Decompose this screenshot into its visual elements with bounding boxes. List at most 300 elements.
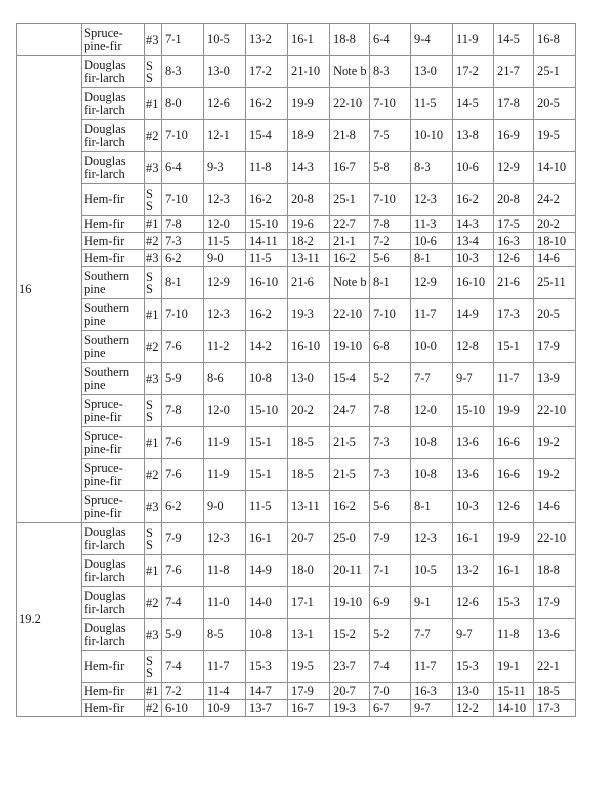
span-cell: 18-8 [534,555,576,587]
span-cell: 14-3 [288,152,330,184]
span-cell: 18-9 [288,120,330,152]
span-cell: 21-1 [330,233,370,250]
span-cell: 16-9 [494,120,534,152]
span-cell: 13-6 [453,459,494,491]
span-cell: 11-8 [246,152,288,184]
span-cell: 17-3 [534,700,576,717]
span-cell: 13-4 [453,233,494,250]
span-cell: 7-0 [370,683,411,700]
table-row [17,152,576,184]
grade-cell: #2 [145,120,162,152]
span-cell: 19-2 [534,427,576,459]
span-cell: 20-7 [288,523,330,555]
span-cell: 19-6 [288,216,330,233]
span-cell: 12-0 [411,395,453,427]
span-cell: 9-4 [411,24,453,56]
table-row [17,523,576,555]
span-cell: 16-10 [453,267,494,299]
span-cell: 12-0 [204,216,246,233]
span-cell: 6-4 [370,24,411,56]
span-cell: 7-1 [162,24,204,56]
span-cell: 6-7 [370,700,411,717]
span-cell: 14-3 [453,216,494,233]
span-cell: 19-3 [330,700,370,717]
span-cell: 7-1 [370,555,411,587]
span-cell: 5-6 [370,250,411,267]
span-cell: 9-7 [453,363,494,395]
table-row [17,555,576,587]
span-cell: 13-8 [453,120,494,152]
span-cell: 14-10 [534,152,576,184]
span-cell: 7-6 [162,331,204,363]
span-cell: 22-1 [534,651,576,683]
span-cell: 19-1 [494,651,534,683]
species-cell: Hem-fir [82,216,145,233]
span-cell: 16-3 [494,233,534,250]
span-cell: 14-5 [453,88,494,120]
species-cell: Spruce-pine-fir [82,427,145,459]
span-cell: 19-9 [494,523,534,555]
table-row [17,120,576,152]
span-cell: 16-8 [534,24,576,56]
species-cell: Southern pine [82,331,145,363]
span-cell: 21-6 [494,267,534,299]
span-cell: 18-0 [288,555,330,587]
span-cell: 5-2 [370,363,411,395]
span-cell: 18-8 [330,24,370,56]
span-cell: 25-1 [534,56,576,88]
span-cell: 15-2 [330,619,370,651]
span-cell: 22-10 [534,395,576,427]
span-cell: 17-2 [246,56,288,88]
grade-cell: #1 [145,555,162,587]
span-cell: 17-9 [534,587,576,619]
span-cell: 7-3 [370,459,411,491]
span-cell: Note b [330,267,370,299]
span-cell: 7-10 [162,120,204,152]
span-cell: 13-0 [288,363,330,395]
span-cell: 15-3 [494,587,534,619]
table-row [17,427,576,459]
span-cell: 13-0 [411,56,453,88]
span-cell: 19-2 [534,459,576,491]
span-cell: 21-5 [330,459,370,491]
species-cell: Hem-fir [82,651,145,683]
span-cell: 10-0 [411,331,453,363]
span-cell: 11-8 [204,555,246,587]
span-cell: 8-3 [162,56,204,88]
span-cell: 16-1 [288,24,330,56]
span-cell: 18-5 [534,683,576,700]
span-cell: 12-2 [453,700,494,717]
span-cell: 10-10 [411,120,453,152]
span-cell: 12-6 [453,587,494,619]
grade-cell: S S [145,184,162,216]
span-cell: 8-3 [411,152,453,184]
species-cell: Douglas fir-larch [82,555,145,587]
span-cell: 14-11 [246,233,288,250]
span-cell: 19-5 [288,651,330,683]
table-row [17,587,576,619]
span-cell: 16-10 [288,331,330,363]
span-cell: 8-0 [162,88,204,120]
grade-cell: #1 [145,427,162,459]
span-cell: 10-6 [411,233,453,250]
span-cell: 7-4 [370,651,411,683]
span-cell: 13-7 [246,700,288,717]
span-cell: 22-7 [330,216,370,233]
span-cell: 9-7 [411,700,453,717]
span-cell: 16-6 [494,459,534,491]
species-cell: Douglas fir-larch [82,619,145,651]
span-cell: 7-7 [411,363,453,395]
span-cell: 15-4 [246,120,288,152]
grade-cell: #3 [145,619,162,651]
span-cell: 13-9 [534,363,576,395]
span-cell: 12-3 [204,523,246,555]
span-cell: 9-0 [204,250,246,267]
spacing-cell: 16 [17,56,82,523]
span-cell: 15-3 [453,651,494,683]
species-cell: Hem-fir [82,184,145,216]
span-cell: 14-10 [494,700,534,717]
span-cell: 18-5 [288,427,330,459]
species-cell: Southern pine [82,363,145,395]
span-cell: 6-10 [162,700,204,717]
span-cell: 7-9 [162,523,204,555]
grade-cell: #2 [145,459,162,491]
species-cell: Hem-fir [82,250,145,267]
span-cell: 5-2 [370,619,411,651]
table-row [17,651,576,683]
span-cell: 20-8 [494,184,534,216]
span-cell: 17-3 [494,299,534,331]
span-cell: 7-8 [162,216,204,233]
span-cell: 22-10 [330,299,370,331]
grade-cell: #2 [145,331,162,363]
span-cell: 19-9 [288,88,330,120]
span-cell: 7-7 [411,619,453,651]
span-cell: 14-9 [453,299,494,331]
span-cell: 7-5 [370,120,411,152]
span-cell: 11-5 [246,250,288,267]
span-cell: 12-3 [411,184,453,216]
span-cell: 7-6 [162,459,204,491]
span-cell: 11-7 [494,363,534,395]
span-cell: 11-0 [204,587,246,619]
table-row [17,619,576,651]
span-cell: 16-2 [246,88,288,120]
span-cell: 17-2 [453,56,494,88]
span-cell: 17-9 [288,683,330,700]
grade-cell: S S [145,56,162,88]
table-row [17,395,576,427]
span-cell: 15-1 [494,331,534,363]
table-row [17,491,576,523]
span-cell: 16-7 [330,152,370,184]
span-cell: 20-5 [534,88,576,120]
table-row [17,233,576,250]
span-cell: Note b [330,56,370,88]
span-cell: 22-10 [330,88,370,120]
span-cell: 11-9 [204,459,246,491]
species-cell: Douglas fir-larch [82,587,145,619]
span-cell: 12-9 [411,267,453,299]
species-cell: Hem-fir [82,700,145,717]
table-row [17,299,576,331]
species-cell: Southern pine [82,267,145,299]
span-cell: 7-8 [162,395,204,427]
span-cell: 13-6 [534,619,576,651]
span-cell: 7-2 [370,233,411,250]
span-table-container [16,23,576,717]
span-cell: 15-1 [246,459,288,491]
span-cell: 7-10 [162,184,204,216]
span-cell: 16-7 [288,700,330,717]
table-row [17,700,576,717]
span-cell: 25-11 [534,267,576,299]
spacing-cell [17,24,82,56]
span-cell: 19-10 [330,331,370,363]
span-cell: 10-9 [204,700,246,717]
span-cell: 12-3 [204,299,246,331]
table-row [17,250,576,267]
span-cell: 8-1 [411,491,453,523]
span-cell: 6-2 [162,250,204,267]
span-cell: 7-10 [370,299,411,331]
span-table [16,23,576,717]
span-cell: 11-7 [411,299,453,331]
span-cell: 17-5 [494,216,534,233]
span-cell: 21-6 [288,267,330,299]
span-cell: 11-7 [204,651,246,683]
span-cell: 10-3 [453,250,494,267]
span-cell: 7-9 [370,523,411,555]
span-cell: 7-8 [370,216,411,233]
span-cell: 16-10 [246,267,288,299]
span-cell: 19-10 [330,587,370,619]
span-cell: 12-6 [204,88,246,120]
grade-cell: #3 [145,363,162,395]
span-cell: 11-5 [246,491,288,523]
span-cell: 18-2 [288,233,330,250]
span-cell: 11-9 [453,24,494,56]
span-cell: 25-1 [330,184,370,216]
span-cell: 21-7 [494,56,534,88]
span-cell: 5-8 [370,152,411,184]
span-cell: 15-4 [330,363,370,395]
grade-cell: S S [145,523,162,555]
span-cell: 12-8 [453,331,494,363]
species-cell: Douglas fir-larch [82,152,145,184]
span-cell: 20-2 [534,216,576,233]
species-cell: Douglas fir-larch [82,120,145,152]
grade-cell: #1 [145,216,162,233]
span-cell: 10-8 [411,427,453,459]
span-cell: 9-1 [411,587,453,619]
span-cell: 11-7 [411,651,453,683]
span-cell: 10-3 [453,491,494,523]
span-cell: 19-9 [494,395,534,427]
span-cell: 8-1 [411,250,453,267]
span-cell: 11-3 [411,216,453,233]
table-row [17,24,576,56]
span-cell: 20-5 [534,299,576,331]
span-cell: 15-3 [246,651,288,683]
span-cell: 10-8 [246,363,288,395]
span-cell: 17-8 [494,88,534,120]
table-row [17,267,576,299]
span-cell: 9-0 [204,491,246,523]
species-cell: Hem-fir [82,233,145,250]
span-cell: 12-6 [494,491,534,523]
span-cell: 9-3 [204,152,246,184]
span-cell: 11-5 [411,88,453,120]
span-cell: 14-9 [246,555,288,587]
span-cell: 16-2 [246,184,288,216]
span-cell: 14-7 [246,683,288,700]
table-row [17,56,576,88]
span-cell: 13-0 [204,56,246,88]
span-cell: 21-10 [288,56,330,88]
span-cell: 21-5 [330,427,370,459]
span-cell: 7-10 [162,299,204,331]
grade-cell: #1 [145,88,162,120]
span-cell: 25-0 [330,523,370,555]
span-cell: 12-1 [204,120,246,152]
table-row [17,363,576,395]
span-cell: 10-8 [411,459,453,491]
spacing-cell: 19.2 [17,523,82,717]
span-cell: 15-10 [246,395,288,427]
span-cell: 7-8 [370,395,411,427]
span-cell: 7-6 [162,427,204,459]
span-cell: 10-8 [246,619,288,651]
table-row [17,459,576,491]
span-cell: 13-2 [246,24,288,56]
span-cell: 16-2 [330,250,370,267]
species-cell: Douglas fir-larch [82,88,145,120]
span-cell: 11-8 [494,619,534,651]
span-cell: 10-5 [204,24,246,56]
span-cell: 14-6 [534,250,576,267]
span-cell: 13-0 [453,683,494,700]
span-cell: 24-2 [534,184,576,216]
span-cell: 15-10 [246,216,288,233]
span-cell: 16-2 [453,184,494,216]
span-cell: 12-6 [494,250,534,267]
species-cell: Southern pine [82,299,145,331]
span-cell: 7-10 [370,184,411,216]
span-cell: 15-1 [246,427,288,459]
span-cell: 15-11 [494,683,534,700]
grade-cell: #2 [145,700,162,717]
grade-cell: #3 [145,24,162,56]
grade-cell: #2 [145,587,162,619]
grade-cell: S S [145,651,162,683]
table-row [17,88,576,120]
grade-cell: #2 [145,233,162,250]
span-cell: 11-9 [204,427,246,459]
span-cell: 17-9 [534,331,576,363]
span-cell: 7-4 [162,651,204,683]
span-cell: 11-5 [204,233,246,250]
span-cell: 24-7 [330,395,370,427]
species-cell: Hem-fir [82,683,145,700]
span-cell: 14-6 [534,491,576,523]
span-cell: 13-11 [288,491,330,523]
span-cell: 16-1 [453,523,494,555]
span-cell: 8-3 [370,56,411,88]
span-cell: 7-10 [370,88,411,120]
grade-cell: #3 [145,152,162,184]
span-cell: 12-9 [494,152,534,184]
span-cell: 23-7 [330,651,370,683]
table-row [17,331,576,363]
span-cell: 19-5 [534,120,576,152]
span-cell: 16-6 [494,427,534,459]
table-row [17,184,576,216]
span-cell: 7-4 [162,587,204,619]
span-cell: 10-5 [411,555,453,587]
span-cell: 18-10 [534,233,576,250]
species-cell: Spruce-pine-fir [82,459,145,491]
span-cell: 20-2 [288,395,330,427]
species-cell: Spruce-pine-fir [82,395,145,427]
table-row [17,683,576,700]
span-cell: 13-2 [453,555,494,587]
span-cell: 6-8 [370,331,411,363]
span-cell: 12-9 [204,267,246,299]
grade-cell: S S [145,395,162,427]
span-cell: 10-6 [453,152,494,184]
span-cell: 5-9 [162,619,204,651]
grade-cell: #3 [145,491,162,523]
grade-cell: #1 [145,299,162,331]
span-cell: 7-2 [162,683,204,700]
span-cell: 7-3 [370,427,411,459]
span-cell: 16-2 [330,491,370,523]
span-cell: 7-6 [162,555,204,587]
span-cell: 12-0 [204,395,246,427]
span-cell: 11-4 [204,683,246,700]
species-cell: Spruce-pine-fir [82,491,145,523]
span-cell: 16-1 [246,523,288,555]
span-cell: 8-1 [162,267,204,299]
span-cell: 16-1 [494,555,534,587]
span-cell: 7-3 [162,233,204,250]
span-cell: 14-5 [494,24,534,56]
span-cell: 8-1 [370,267,411,299]
span-cell: 5-9 [162,363,204,395]
species-cell: Douglas fir-larch [82,56,145,88]
grade-cell: #1 [145,683,162,700]
span-cell: 12-3 [204,184,246,216]
span-cell: 14-2 [246,331,288,363]
span-cell: 6-9 [370,587,411,619]
span-cell: 11-2 [204,331,246,363]
species-cell: Spruce-pine-fir [82,24,145,56]
span-cell: 20-8 [288,184,330,216]
species-cell: Douglas fir-larch [82,523,145,555]
span-cell: 6-4 [162,152,204,184]
span-table-body [17,24,576,717]
span-cell: 16-3 [411,683,453,700]
span-cell: 20-11 [330,555,370,587]
span-cell: 9-7 [453,619,494,651]
span-cell: 6-2 [162,491,204,523]
grade-cell: #3 [145,250,162,267]
